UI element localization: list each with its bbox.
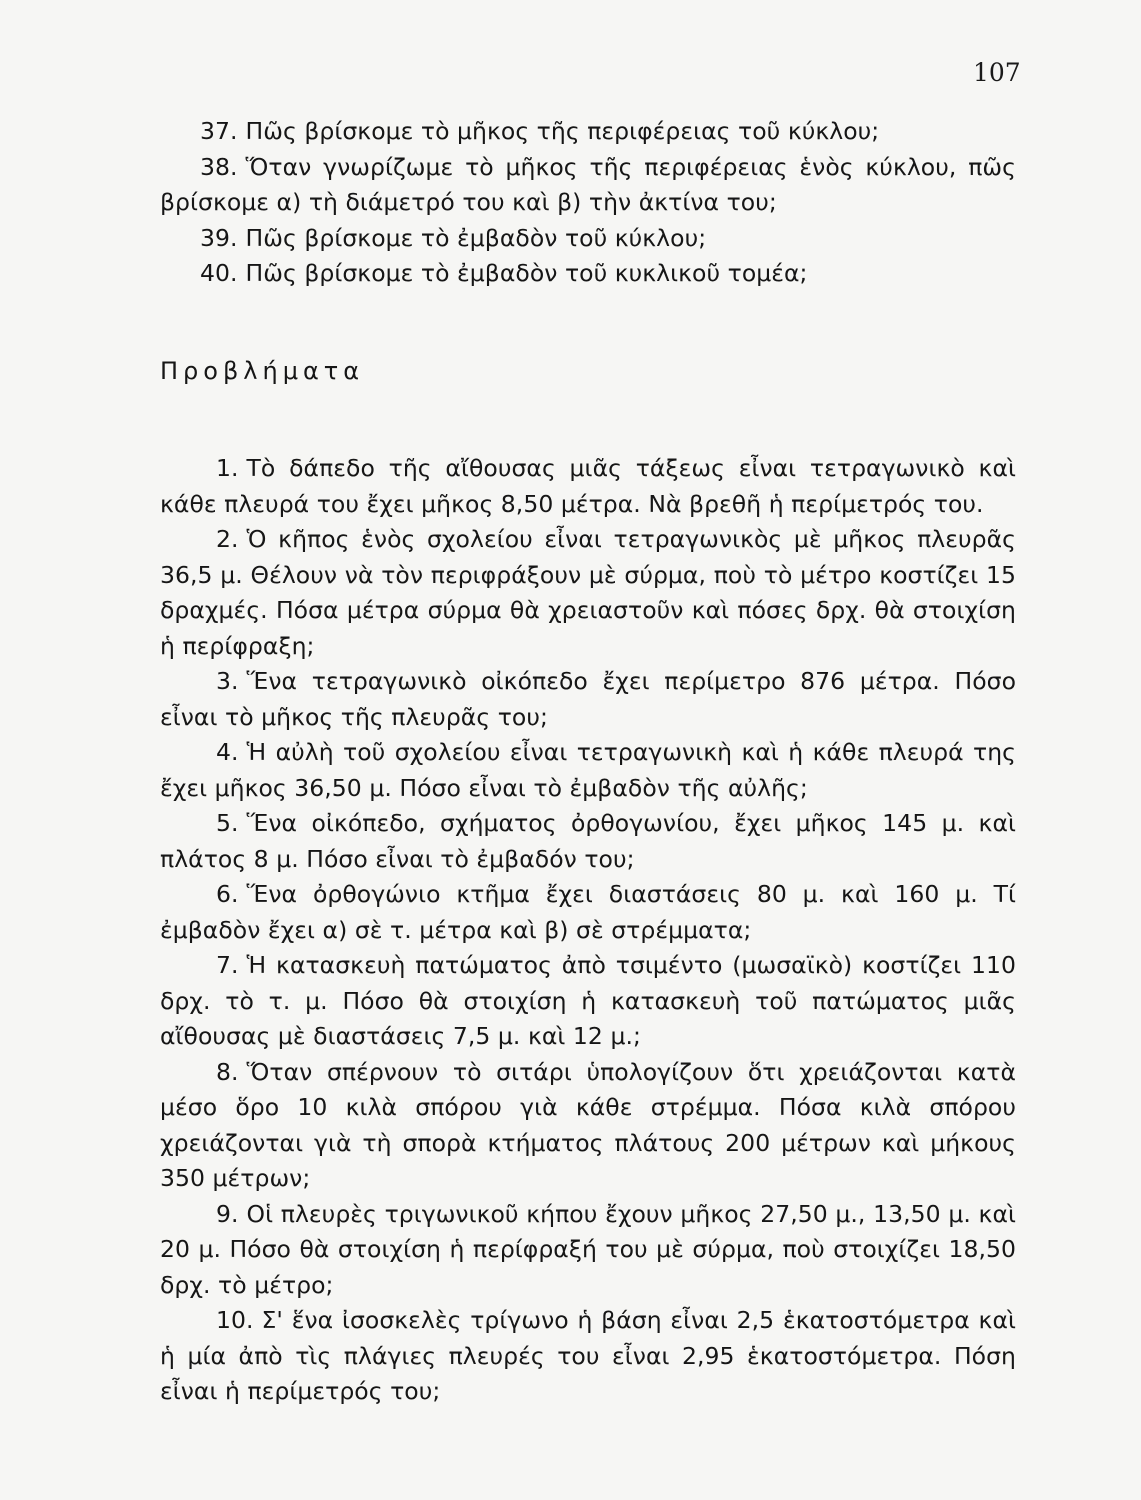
- question-number: 37.: [200, 117, 238, 145]
- problem-text: Ὅταν σπέρνουν τὸ σιτάρι ὑπολογίζουν ὅτι χρειάζονται κατὰ μέσο ὅρο 10 κιλὰ σπόρου γιὰ κάθε στρέμμα. Πόσα κιλὰ σπόρου χρειάζονται γιὰ τὴ σπορὰ κτήματος πλάτους 200 μέτρων καὶ μήκους 350 μέτρων;: [160, 1057, 1016, 1192]
- question-text: Ὅταν γνωρίζωμε τὸ μῆκος τῆς περιφέρειας ἑνὸς κύκλου, πῶς βρίσκομε α) τὴ διάμετρό του καὶ β) τὴν ἀκτίνα του;: [160, 152, 1016, 216]
- problems-list: [160, 451, 1016, 1410]
- problem-text: Ἕνα οἰκόπεδο, σχήματος ὀρθογωνίου, ἔχει μῆκος 145 μ. καὶ πλάτος 8 μ. Πόσο εἶναι τὸ ἐμβαδόν του;: [160, 809, 1016, 873]
- problems-heading: Προβλήματα: [160, 356, 365, 385]
- questions-list: [160, 114, 1016, 292]
- question-text: Πῶς βρίσκομε τὸ ἐμβαδὸν τοῦ κύκλου;: [245, 223, 707, 252]
- question-number: 40.: [200, 259, 238, 287]
- problem-text: Ἡ αὐλὴ τοῦ σχολείου εἶναι τετραγωνικὴ καὶ ἡ κάθε πλευρά της ἔχει μῆκος 36,50 μ. Πόσο εἶναι τὸ ἐμβαδὸν τῆς αὐλῆς;: [160, 738, 1016, 802]
- problem-text: Τὸ δάπεδο τῆς αἴθουσας μιᾶς τάξεως εἶναι τετραγωνικὸ καὶ κάθε πλευρά του ἔχει μῆκος 8,50 μέτρα. Νὰ βρεθῆ ἡ περίμετρός του.: [160, 454, 1016, 518]
- problem-5: [160, 806, 1016, 877]
- problem-number: 5.: [216, 809, 239, 837]
- problem-6: [160, 877, 1016, 948]
- problem-text: Σ' ἕνα ἰσοσκελὲς τρίγωνο ἡ βάση εἶναι 2,5 ἑκατοστόμετρα καὶ ἡ μία ἀπὸ τὶς πλάγιες πλευρές του εἶναι 2,95 ἑκατοστόμετρα. Πόση εἶναι ἡ περίμετρός του;: [160, 1306, 1016, 1405]
- question-39: [160, 221, 1016, 257]
- problem-text: Ὁ κῆπος ἑνὸς σχολείου εἶναι τετραγωνικὸς μὲ μῆκος πλευρᾶς 36,5 μ. Θέλουν νὰ τὸν περιφράξουν μὲ σύρμα, ποὺ τὸ μέτρο κοστίζει 15 δραχμές. Πόσα μέτρα σύρμα θὰ χρειαστοῦν καὶ πόσες δρχ. θὰ στοιχίση ἡ περίφραξη;: [160, 525, 1016, 660]
- question-number: 39.: [200, 223, 238, 252]
- question-38: [160, 150, 1016, 221]
- problem-text: Ἕνα τετραγωνικὸ οἰκόπεδο ἔχει περίμετρο 876 μέτρα. Πόσο εἶναι τὸ μῆκος τῆς πλευρᾶς του;: [160, 667, 1016, 731]
- problem-3: [160, 664, 1016, 735]
- problem-2: [160, 522, 1016, 664]
- page-number: 107: [973, 58, 1021, 87]
- problem-text: Ἡ κατασκευὴ πατώματος ἀπὸ τσιμέντο (μωσαϊκὸ) κοστίζει 110 δρχ. τὸ τ. μ. Πόσο θὰ στοιχίση ἡ κατασκευὴ τοῦ πατώματος μιᾶς αἴθουσας μὲ διαστάσεις 7,5 μ. καὶ 12 μ.;: [160, 951, 1016, 1050]
- question-text: Πῶς βρίσκομε τὸ μῆκος τῆς περιφέρειας τοῦ κύκλου;: [245, 117, 880, 145]
- problem-9: [160, 1197, 1016, 1304]
- problem-number: 6.: [216, 880, 239, 908]
- problem-number: 8.: [216, 1057, 239, 1086]
- problem-1: [160, 451, 1016, 522]
- problem-number: 9.: [216, 1199, 239, 1228]
- question-text: Πῶς βρίσκομε τὸ ἐμβαδὸν τοῦ κυκλικοῦ τομέα;: [245, 259, 808, 287]
- problem-number: 3.: [216, 667, 239, 695]
- problem-8: [160, 1055, 1016, 1197]
- problem-10: [160, 1303, 1016, 1410]
- problem-text: Οἱ πλευρὲς τριγωνικοῦ κήπου ἔχουν μῆκος 27,50 μ., 13,50 μ. καὶ 20 μ. Πόσο θὰ στοιχίση ἡ περίφραξή του μὲ σύρμα, ποὺ στοιχίζει 18,50 δρχ. τὸ μέτρο;: [160, 1199, 1016, 1299]
- question-40: [160, 256, 1016, 292]
- question-37: [160, 114, 1016, 150]
- problem-4: [160, 735, 1016, 806]
- problem-number: 1.: [216, 454, 239, 482]
- question-number: 38.: [200, 152, 238, 181]
- problem-number: 2.: [216, 525, 239, 553]
- problem-7: [160, 948, 1016, 1055]
- problem-text: Ἕνα ὀρθογώνιο κτῆμα ἔχει διαστάσεις 80 μ. καὶ 160 μ. Τί ἐμβαδὸν ἔχει α) σὲ τ. μέτρα καὶ β) σὲ στρέμματα;: [160, 880, 1016, 944]
- page-body: [160, 114, 1016, 1410]
- problem-number: 10.: [216, 1306, 254, 1334]
- problem-number: 4.: [216, 738, 239, 766]
- problem-number: 7.: [216, 951, 239, 979]
